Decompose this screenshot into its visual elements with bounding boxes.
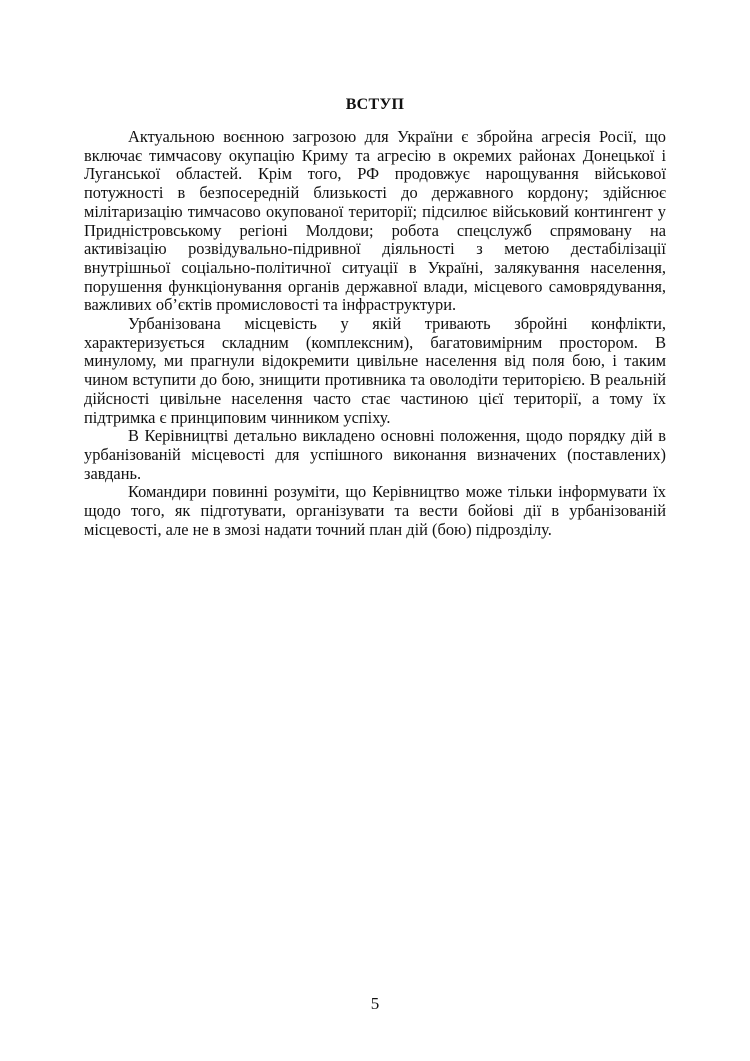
page-number: 5 (370, 994, 380, 1013)
paragraph-3: В Керівництві детально викладено основні положення, щодо порядку дій в урбанізованій місцевості для успішного виконання визначених (поставлених) завдань. (84, 426, 666, 483)
body-text (84, 128, 666, 539)
paragraph-1: Актуальною воєнною загрозою для України є збройна агресія Росії, що включає тимчасову окупацію Криму та агресію в окремих районах Донецької і Луганської областей. Крім того, РФ продовжує нарощування військової потужності в безпосередній близькості до державного кордону; здійснює мілітаризацію тимчасово окупованої території; підсилює військовий контингент у Придністровському регіоні Молдови; робота спецслужб спрямовану на активізацію розвідувально-підривної діяльності з метою дестабілізації внутрішньої соціально-політичної ситуації в Україні, залякування населення, порушення функціонування органів державної влади, місцевого самоврядування, важливих об’єктів промисловості та інфраструктури. (84, 127, 666, 315)
paragraph-4: Командири повинні розуміти, що Керівництво може тільки інформувати їх щодо того, як підготувати, організувати та вести бойові дії в урбанізованій місцевості, але не в змозі надати точний план дій (бою) підрозділу. (84, 482, 666, 539)
paragraph-2: Урбанізована місцевість у якій тривають збройні конфлікти, характеризується складним (комплексним), багатовимірним простором. В минулому, ми прагнули відокремити цивільне населення від поля бою, і таким чином вступити до бою, знищити противника та оволодіти територією. В реальній дійсності цивільне населення часто стає частиною цієї території, а тому їх підтримка є принциповим чинником успіху. (84, 314, 666, 427)
section-heading: ВСТУП (345, 96, 405, 113)
